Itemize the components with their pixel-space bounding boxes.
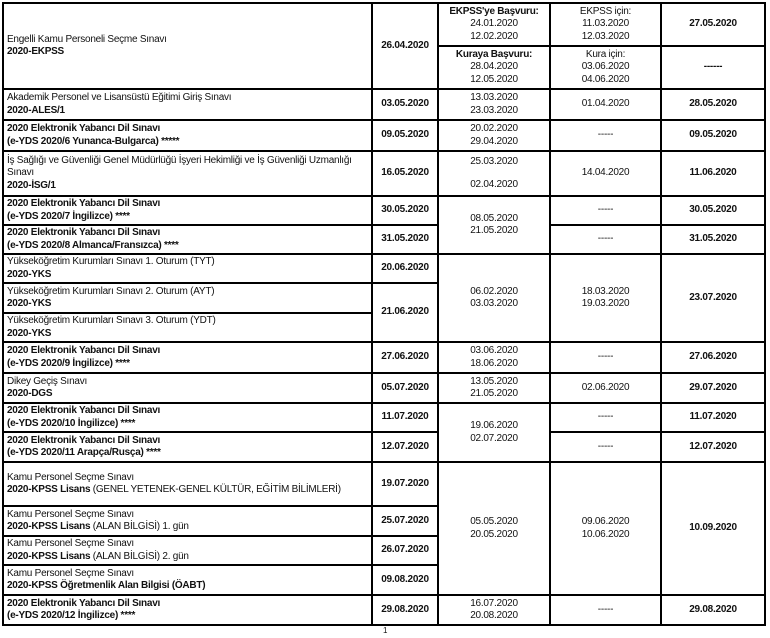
table-row [3,342,765,373]
application-dates [438,196,550,254]
date: 28.04.2020 [470,61,518,73]
late-dates [550,462,661,595]
application-dates [438,595,550,625]
exam-code: 2020-YKS [7,298,52,309]
late-date: ----- [550,342,661,373]
date: 20.05.2020 [470,528,518,540]
late-dates [550,3,661,46]
exam-name-cell [3,403,372,432]
date: 04.06.2020 [581,73,630,85]
date: 19.03.2020 [581,298,630,309]
exam-code: (e-YDS 2020/9 İngilizce) **** [7,357,130,369]
date: 16.07.2020 [470,597,518,609]
exam-date: 29.08.2020 [372,595,438,625]
result-date: 23.07.2020 [661,254,765,342]
exam-code: (e-YDS 2020/12 İngilizce) **** [7,610,136,621]
exam-title: Yükseköğretim Kurumları Sınavı 2. Oturum (AYT) [7,285,215,297]
exam-title: Kamu Personel Seçme Sınavı [7,471,134,483]
late-date: ----- [550,432,661,462]
table-row [3,432,765,462]
table-row [3,225,765,254]
application-dates [438,462,550,595]
exam-code: 2020-EKPSS [7,46,64,57]
page-number: 1 [383,626,388,635]
application-dates [438,342,550,373]
late-date: 01.04.2020 [550,89,661,120]
exam-name-cell [3,373,372,403]
exam-detail: (ALAN BİLGİSİ) 1. gün [90,521,189,532]
result-date: 27.06.2020 [661,342,765,373]
exam-title: 2020 Elektronik Yabancı Dil Sınavı [7,405,161,416]
exam-name-cell [3,3,372,89]
application-dates [438,403,550,462]
table-row [3,373,765,403]
exam-detail: (ALAN BİLGİSİ) 2. gün [90,550,189,562]
application-dates [438,3,550,46]
result-date: ------ [661,46,765,89]
exam-title: Dikey Geçiş Sınavı [7,375,87,387]
exam-title: Yükseköğretim Kurumları Sınavı 1. Oturum (TYT) [7,256,215,267]
exam-name-cell [3,565,372,595]
table-row [3,462,765,506]
date: 13.03.2020 [470,92,518,103]
exam-title: Kamu Personel Seçme Sınavı [7,508,134,520]
late-dates [550,254,661,342]
date: 21.05.2020 [470,388,518,399]
date: 29.04.2020 [470,135,518,147]
date: 19.06.2020 [470,420,518,431]
exam-title: Kamu Personel Seçme Sınavı [7,567,134,579]
exam-date: 25.07.2020 [372,506,438,536]
exam-date: 05.07.2020 [372,373,438,403]
date: 18.03.2020 [581,285,630,297]
exam-name-cell [3,506,372,536]
exam-title: 2020 Elektronik Yabancı Dil Sınavı [7,434,161,446]
exam-date: 31.05.2020 [372,225,438,254]
exam-name-cell [3,462,372,506]
exam-title: 2020 Elektronik Yabancı Dil Sınavı [7,345,161,356]
date: 12.02.2020 [470,30,518,42]
result-date: 12.07.2020 [661,432,765,462]
table-row [3,151,765,196]
exam-calendar-table [2,2,766,626]
application-dates [438,373,550,403]
exam-name-cell [3,595,372,625]
exam-name-cell [3,313,372,342]
late-date: 02.06.2020 [550,373,661,403]
date: 23.03.2020 [470,104,518,116]
exam-name-cell [3,432,372,462]
exam-name-cell [3,196,372,225]
late-date: ----- [550,196,661,225]
result-date: 11.07.2020 [661,403,765,432]
table-row [3,3,765,46]
late-date: ----- [550,595,661,625]
result-date: 27.05.2020 [661,3,765,46]
exam-title: Yükseköğretim Kurumları Sınavı 3. Oturum (YDT) [7,315,216,326]
exam-code: 2020-İSG/1 [7,179,56,191]
exam-name-cell [3,89,372,120]
date: 10.06.2020 [581,528,630,540]
exam-code: (e-YDS 2020/10 İngilizce) **** [7,417,136,429]
exam-code: 2020-KPSS Öğretmenlik Alan Bilgisi (ÖABT) [7,580,206,591]
late-date: 14.04.2020 [550,151,661,196]
exam-date: 09.05.2020 [372,120,438,151]
application-dates [438,89,550,120]
result-date: 28.05.2020 [661,89,765,120]
result-date: 31.05.2020 [661,225,765,254]
date: 02.04.2020 [470,178,518,190]
late-dates [550,46,661,89]
exam-date: 30.05.2020 [372,196,438,225]
exam-name-cell [3,225,372,254]
exam-code: (e-YDS 2020/6 Yunanca-Bulgarca) ***** [7,135,180,147]
exam-code: 2020-YKS [7,327,52,339]
exam-code: 2020-ALES/1 [7,104,65,116]
exam-title: 2020 Elektronik Yabancı Dil Sınavı [7,198,161,209]
exam-date: 03.05.2020 [372,89,438,120]
exam-title: Kamu Personel Seçme Sınavı [7,538,134,549]
exam-date: 16.05.2020 [372,151,438,196]
exam-name-cell [3,254,372,283]
exam-title: Akademik Personel ve Lisansüstü Eğitimi Giriş Sınavı [7,92,232,103]
exam-title: Engelli Kamu Personeli Seçme Sınavı [7,33,167,45]
exam-name-cell [3,120,372,151]
date: 20.08.2020 [470,610,518,621]
exam-name-cell [3,151,372,196]
date: 25.03.2020 [470,156,518,167]
exam-code: 2020-KPSS Lisans [7,484,91,495]
exam-date: 26.07.2020 [372,536,438,565]
label: Kura için: [585,48,626,60]
exam-code: 2020-KPSS Lisans [7,550,91,562]
date: 03.03.2020 [470,298,518,309]
late-date: ----- [550,120,661,151]
label: EKPSS için: [579,5,632,17]
exam-date: 20.06.2020 [372,254,438,283]
exam-date: 19.07.2020 [372,462,438,506]
exam-code: 2020-YKS [7,268,52,280]
date: 12.03.2020 [581,30,630,42]
result-date: 09.05.2020 [661,120,765,151]
result-date: 10.09.2020 [661,462,765,595]
date: 21.05.2020 [470,225,518,236]
exam-title: İş Sağlığı ve Güvenliği Genel Müdürlüğü İşyeri Hekimliği ve İş Güvenliği Uzmanlığı Sınavı [7,154,352,179]
result-date: 29.07.2020 [661,373,765,403]
application-dates [438,151,550,196]
date: 03.06.2020 [581,61,630,73]
date: 08.05.2020 [470,212,518,224]
exam-date: 21.06.2020 [372,283,438,342]
exam-code: (e-YDS 2020/8 Almanca/Fransızca) **** [7,239,179,251]
table-row [3,254,765,283]
exam-date: 09.08.2020 [372,565,438,595]
date: 12.05.2020 [470,73,518,85]
date: 09.06.2020 [581,516,630,527]
late-date: ----- [550,403,661,432]
date: 05.05.2020 [470,516,518,527]
label: Kuraya Başvuru: [455,48,533,60]
date: 03.06.2020 [470,345,518,356]
date: 06.02.2020 [470,285,518,297]
label: EKPSS'ye Başvuru: [449,5,539,17]
application-dates [438,254,550,342]
exam-date: 12.07.2020 [372,432,438,462]
table-row [3,120,765,151]
exam-name-cell [3,283,372,313]
date: 11.03.2020 [582,18,629,30]
table-row [3,403,765,432]
date: 02.07.2020 [470,432,518,444]
exam-name-cell [3,342,372,373]
result-date: 30.05.2020 [661,196,765,225]
exam-date: 11.07.2020 [372,403,438,432]
exam-code: (e-YDS 2020/11 Arapça/Rusça) **** [7,447,161,458]
exam-code: 2020-KPSS Lisans [7,521,91,532]
exam-date: 26.04.2020 [372,3,438,89]
result-date: 11.06.2020 [661,151,765,196]
exam-date: 27.06.2020 [372,342,438,373]
exam-detail: (GENEL YETENEK-GENEL KÜLTÜR, EĞİTİM BİLİMLERİ) [90,484,341,495]
application-dates [438,46,550,89]
table-row [3,89,765,120]
date: 18.06.2020 [470,357,518,369]
date: 24.01.2020 [470,18,518,30]
exam-title: 2020 Elektronik Yabancı Dil Sınavı [7,227,161,238]
exam-title: 2020 Elektronik Yabancı Dil Sınavı [7,597,161,609]
date: 20.02.2020 [470,123,518,134]
date: 13.05.2020 [470,375,518,387]
exam-name-cell [3,536,372,565]
table-row [3,196,765,225]
application-dates [438,120,550,151]
late-date: ----- [550,225,661,254]
exam-title: 2020 Elektronik Yabancı Dil Sınavı [7,123,161,134]
result-date: 29.08.2020 [661,595,765,625]
exam-code: 2020-DGS [7,388,53,399]
table-row [3,595,765,625]
exam-code: (e-YDS 2020/7 İngilizce) **** [7,210,130,222]
